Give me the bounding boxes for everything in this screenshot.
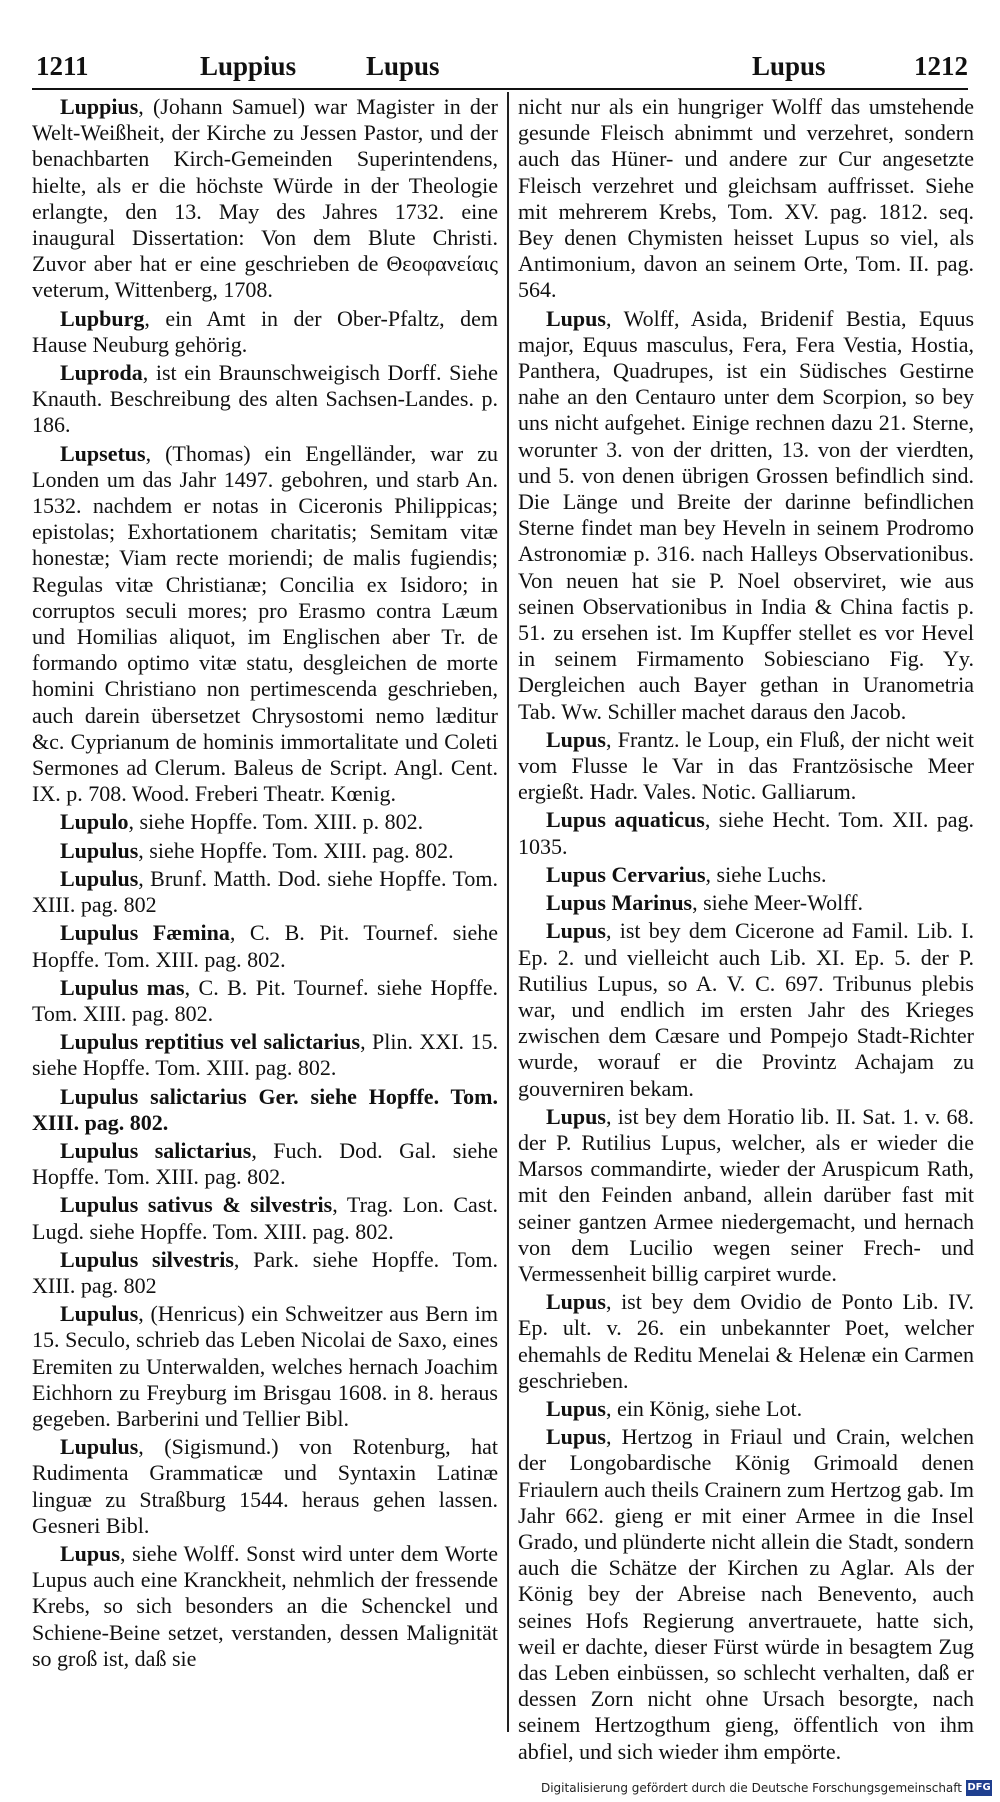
running-headword-left-first: Luppius [200, 51, 297, 81]
page-number-right: 1212 [914, 51, 968, 81]
entry-luproda: Luproda, ist ein Braunschweigisch Dorff. Siehe Knauth. Beschreibung des alten Sachsen-Landes. p. 186. [32, 360, 498, 438]
left-column [32, 94, 498, 1674]
entry-headword: Lupulus [60, 837, 139, 863]
entry-lupulo: Lupulo, siehe Hopffe. Tom. XIII. p. 802. [60, 809, 424, 835]
entry-lupus-cervarius: Lupus Cervarius, siehe Luchs. [546, 861, 827, 887]
dfg-logo-icon: DFG [966, 1780, 992, 1796]
running-headword-right: Lupus [752, 51, 826, 81]
page-number-left: 1211 [36, 51, 89, 81]
entry-luppius: Luppius, (Johann Samuel) war Magister in der Welt-Weißheit, der Kirche zu Jessen Pastor, und der benachbarten Kirch-Gemeinden Superintendens, hielte, als er die höchste Würde in der Theologie erlangte, den 13. May des Jahres 1732. eine inaugural Dissertation: Von dem Blute Christi. Zuvor aber hat er eine geschrieben de Θεοφανείαις veterum, Wittenberg, 1708. [32, 94, 498, 303]
entry-lupulus-sativus: Lupulus sativus & silvestris, Trag. Lon. Cast. Lugd. siehe Hopffe. Tom. XIII. pag. 802. [32, 1192, 498, 1244]
entry-headword: Luppius [60, 94, 139, 119]
entry-lupburg: Lupburg, ein Amt in der Ober-Pfaltz, dem Hause Neuburg gehörig. [32, 305, 498, 357]
entry-headword: Luproda [60, 360, 143, 386]
entry-headword: Lupburg [60, 305, 145, 331]
entry-lupus-aquaticus: Lupus aquaticus, siehe Hecht. Tom. XII. pag. 1035. [518, 807, 975, 859]
entry-lupulus-sigismund: Lupulus, (Sigismund.) von Rotenburg, hat Rudimenta Grammaticæ und Syntaxin Latinæ linguæ zu Straßburg 1544. heraus gehen lassen. Gesneri Bibl. [32, 1434, 498, 1538]
entry-lupus-constellation: Lupus, Wolff, Asida, Bridenif Bestia, Equus major, Equus masculus, Fera, Fera Vestia, Hostia, Panthera, Quadrupes, ist ein Südisches Gestirne nahe an den Centauro unter dem Scorpion, so bey uns nicht aufgehet. Einige rechnen dazu 21. Sterne, worunter 3. von der dritten, 13. von der vierdten, und 5. von denen übrigen Grossen befindlich sind. Die Länge und Breite der darinne befindlichen Sterne findet man bey Heveln in seinem Prodromo Astronomiæ p. 316. nach Halleys Observationibus. Von neuen hat sie P. Noel observiret, wie aus seinen Observationibus in India & China factis p. 51. zu ersehen ist. Im Kupffer stellet es vor Hevel in seinem Firmamento Sobiesciano Fig. Yy. Dergleichen auch Bayer gethan in Uranometria Tab. Ww. Schiller machet daraus den Jacob. [518, 305, 974, 724]
entry-lupus-marinus: Lupus Marinus, siehe Meer-Wolff. [546, 890, 864, 916]
entry-headword: Lupus [546, 1103, 606, 1129]
entry-lupsetus: Lupsetus, (Thomas) ein Engelländer, war zu Londen um das Jahr 1497. gebohren, und starb An. 1532. nachdem er notas in Ciceronis Philippicas; epistolas; Exhortationem charitatis; Semitam vitæ honestæ; Viam recte moriendi; de malis fugiendis; Regulas vitæ Christianæ; Concilia ex Isidoro; in corruptos seculi mores; pro Erasmo contra Læum und Homilias aliquot, im Englischen aber Tr. de formando optimo vitæ statu, desgleichen de morte homini Christiano non pertimescenda geschrieben, auch darein übersetzet Chrysostomi nemo læditur &c. Cyprianum de hominis immortalitate und Coleti Sermones ad Clerum. Baleus de Script. Angl. Cent. IX. p. 708. Wood. Freberi Theatr. Kœnig. [32, 440, 498, 807]
entry-headword: Lupulus Fæmina [60, 920, 230, 946]
column-divider [507, 92, 509, 1732]
digitization-credit [541, 1778, 992, 1798]
entry-lupulus-brunf: Lupulus, Brunf. Matth. Dod. siehe Hopffe. Tom. XIII. pag. 802 [32, 865, 498, 918]
entry-headword: Lupus [546, 726, 606, 752]
entry-lupus-river: Lupus, Frantz. le Loup, ein Fluß, der nicht weit vom Flusse le Var in das Frantzösische Meer ergießt. Hadr. Vales. Notic. Galliarum. [518, 726, 974, 805]
entry-headword: Lupulo [60, 809, 129, 835]
credit-text: Digitalisierung gefördert durch die Deutsche Forschungsgemeinschaft [540, 1781, 962, 1795]
entry-headword: Lupus aquaticus [546, 807, 705, 833]
entry-headword: Lupulus reptitius vel salictarius [60, 1029, 361, 1055]
entry-lupulus-mas: Lupulus mas, C. B. Pit. Tournef. siehe Hopffe. Tom. XIII. pag. 802. [32, 974, 498, 1026]
entry-headword: Lupulus [60, 1434, 139, 1460]
entry-headword: Lupus Cervarius [546, 861, 706, 887]
page-header [30, 48, 968, 88]
entry-headword: Lupus [546, 1424, 606, 1450]
entry-lupulus-faemina: Lupulus Fæmina, C. B. Pit. Tournef. siehe Hopffe. Tom. XIII. pag. 802. [32, 920, 498, 972]
right-column [518, 94, 974, 1767]
entry-headword: Lupus Marinus [546, 890, 693, 916]
entry-headword: Lupus [60, 1540, 120, 1566]
entry-headword: Lupsetus [60, 440, 146, 466]
entry-headword: Lupulus salictarius [60, 1137, 252, 1163]
entry-headword: Lupus [546, 1395, 606, 1421]
entry-headword: Lupus [546, 305, 606, 331]
entry-lupulus-salictarius-fuch: Lupulus salictarius, Fuch. Dod. Gal. siehe Hopffe. Tom. XIII. pag. 802. [32, 1137, 499, 1190]
entry-headword: Lupulus salictarius Ger. siehe Hopffe. Tom. XIII. pag. 802. [32, 1083, 498, 1135]
entry-lupulus-reptitius: Lupulus reptitius vel salictarius, Plin. XXI. 15. siehe Hopffe. Tom. XIII. pag. 802. [32, 1029, 498, 1081]
entry-lupus-cicero: Lupus, ist bey dem Cicerone ad Famil. Lib. I. Ep. 2. und vielleicht auch Lib. XI. Ep. 5. der P. Rutilius Lupus, so A. V. C. 697. Tribunus plebis war, und endlich im ersten Jahr des Krieges zwischen dem Cæsare und Pompejo Stadt-Richter wurde, worauf er die Provintz Achajam zu gouverniren bekam. [518, 918, 974, 1101]
entry-lupus-ovidio: Lupus, ist bey dem Ovidio de Ponto Lib. IV. Ep. ult. v. 26. ein unbekannter Poet, welcher ehemahls de Reditu Menelai & Helenæ ein Carmen geschrieben. [518, 1289, 974, 1393]
entry-headword: Lupus [546, 1289, 606, 1315]
entry-lupus-hertzog: Lupus, Hertzog in Friaul und Crain, welchen der Longobardische König Grimoald denen Friaulern auch theils Crainern zum Hertzog gab. Im Jahr 662. gieng er mit einer Armee in die Insel Grado, und plünderte nicht allein die Stadt, sondern auch die Schätze der Kirchen zu Aglar. Als der König bey der Abreise nach Benevento, auch seines Hofs Regierung anvertrauete, hatte sich, weil er dachte, dieser Fürst würde in besagtem Zug das Leben einbüssen, so schlecht verhalten, daß er dessen Zorn nicht ohne Ursach besorgte, nach seinem Hertzogthum gieng, öffentlich von ihm abfiel, und sich wieder ihm empörte. [518, 1424, 974, 1764]
entry-headword: Lupulus silvestris [60, 1246, 234, 1272]
entry-lupulus-silvestris: Lupulus silvestris, Park. siehe Hopffe. Tom. XIII. pag. 802 [32, 1246, 498, 1298]
entry-continuation: nicht nur als ein hungriger Wolff das umstehende gesunde Fleisch abnimmt und verzehret, sondern auch das Hüner- und andere zur Cur angesetzte Fleisch verzehret und gleichsam auffrisset. Siehe mit mehrerem Krebs, Tom. XV. pag. 1812. seq. Bey denen Chymisten heisset Lupus so viel, als Antimonium, davon an seinem Orte, Tom. II. pag. 564. [518, 94, 974, 303]
entry-lupulus: Lupulus, siehe Hopffe. Tom. XIII. pag. 802. [60, 837, 454, 863]
entry-lupus-horatio: Lupus, ist bey dem Horatio lib. II. Sat. 1. v. 68. der P. Rutilius Lupus, welcher, als er wieder die Marsos commandirte, wieder der Aruspicum Rath, mit den Feinden anband, allein darüber fast mit seiner gantzen Armee niedergemacht, und hernach von dem Lucilio wegen seiner Frech- und Vermessenheit billig carpiret wurde. [518, 1103, 974, 1286]
entry-headword: Lupulus [60, 865, 139, 891]
entry-lupulus-salictarius-ger [32, 1084, 498, 1136]
header-rule [32, 88, 968, 90]
entry-lupus-wolff: Lupus, siehe Wolff. Sonst wird unter dem Worte Lupus auch eine Kranckheit, nehmlich der fressende Krebs, so sich besonders an die Schenckel und Schiene-Beine setzet, verstanden, dessen Malignität so groß ist, daß sie [32, 1540, 498, 1671]
entry-headword: Lupulus sativus & silvestris [60, 1192, 333, 1218]
entry-lupus-koenig: Lupus, ein König, siehe Lot. [546, 1395, 803, 1421]
entry-headword: Lupulus [60, 1301, 139, 1327]
entry-lupulus-henricus: Lupulus, (Henricus) ein Schweitzer aus Bern im 15. Seculo, schrieb das Leben Nicolai de Saxo, eines Eremiten zu Unterwalden, welches hernach Joachim Eichhorn zu Freyburg im Brisgau 1608. in 8. heraus gegeben. Barberini und Tellier Bibl. [32, 1301, 498, 1431]
running-headword-left-last: Lupus [366, 51, 440, 81]
entry-headword: Lupus [546, 918, 606, 944]
entry-headword: Lupulus mas [60, 974, 185, 1000]
